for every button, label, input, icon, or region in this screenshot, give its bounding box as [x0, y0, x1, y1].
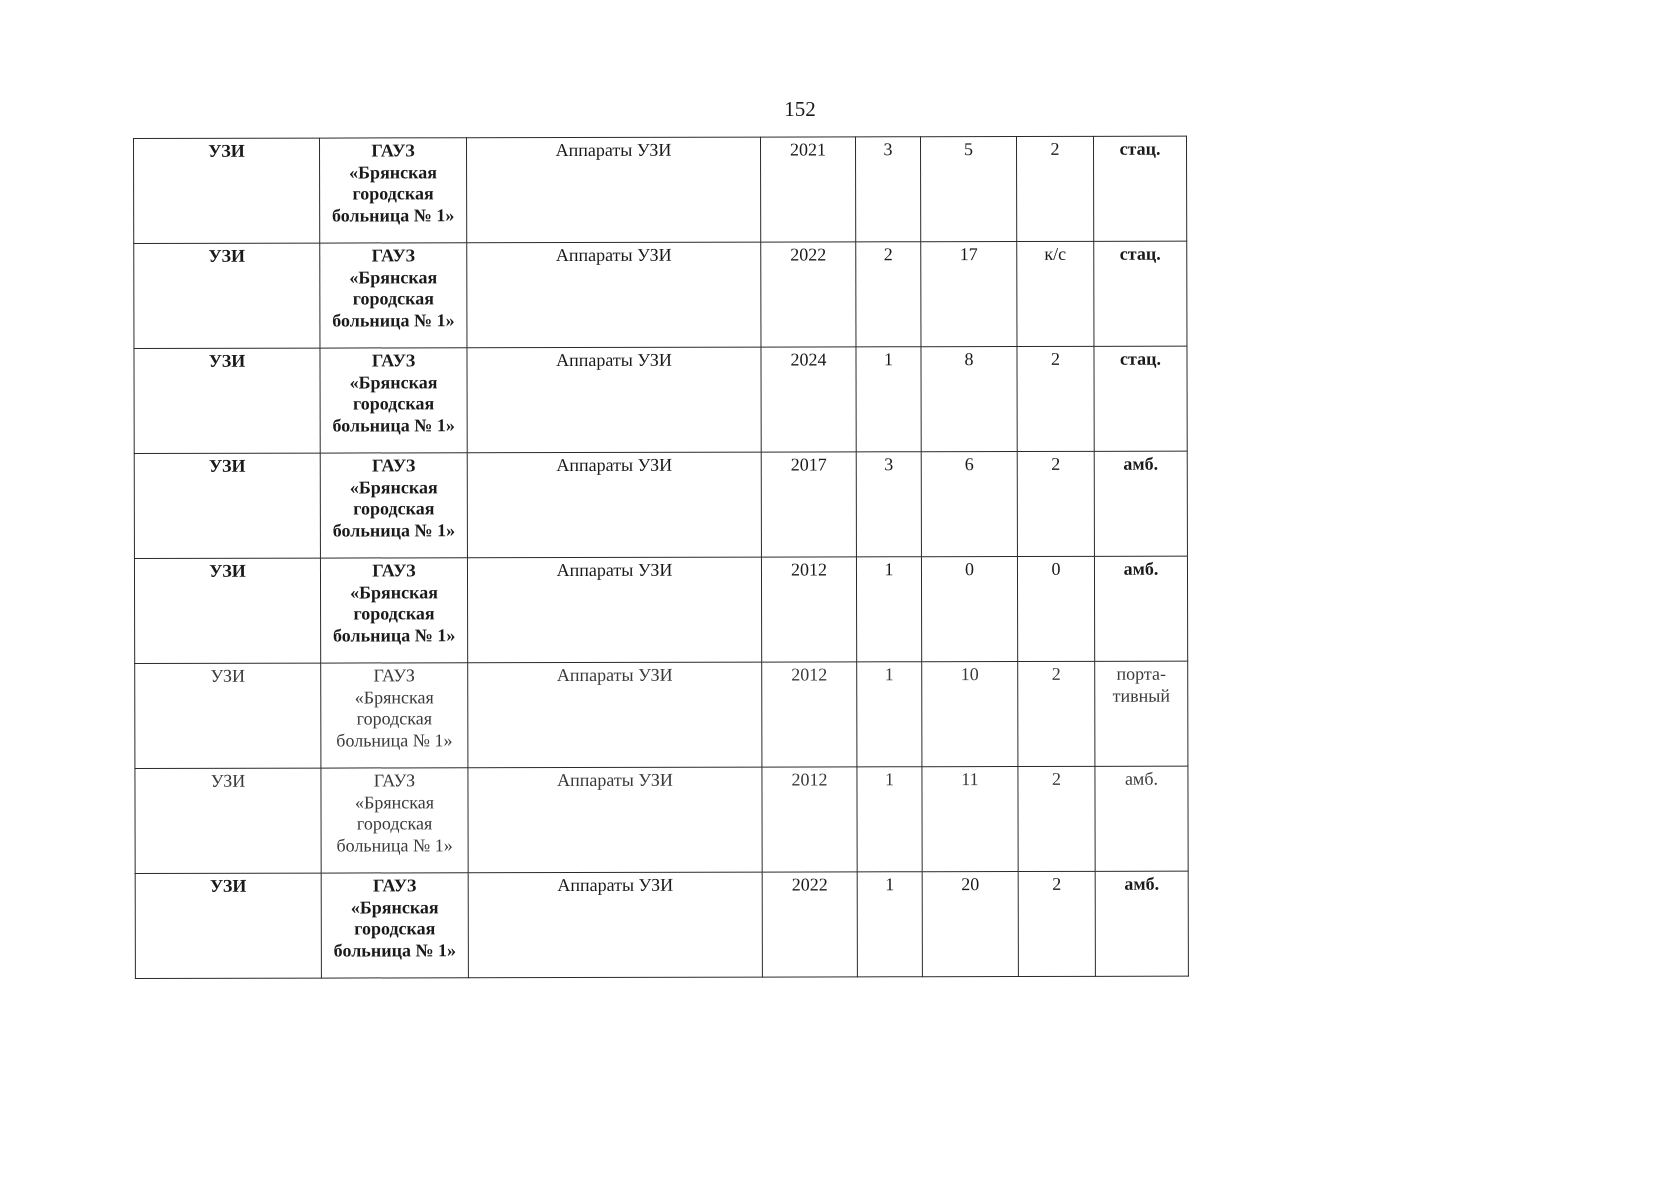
organization-line: городская — [352, 288, 434, 309]
organization-line: больница № 1» — [336, 729, 453, 751]
service-cell: УЗИ — [134, 558, 320, 663]
organization-line: «Брянская — [354, 791, 435, 812]
type-line: стац. — [1119, 243, 1161, 264]
organization-line: ГАУЗ — [371, 140, 415, 161]
table-row — [134, 346, 1187, 453]
column-7-cell: 0 — [1017, 556, 1094, 661]
type-line: амб. — [1124, 768, 1158, 789]
column-5-cell: 1 — [857, 872, 922, 977]
organization-line: ГАУЗ — [371, 245, 415, 266]
organization-line: «Брянская — [349, 161, 438, 183]
column-5-cell: 1 — [856, 347, 921, 452]
organization-line: ГАУЗ — [373, 770, 416, 791]
equipment-cell: Аппараты УЗИ — [467, 137, 761, 243]
organization-line: «Брянская — [349, 371, 438, 393]
type-cell — [1093, 136, 1186, 241]
year-cell: 2022 — [762, 872, 857, 977]
organization-line: больница № 1» — [332, 309, 455, 331]
organization-cell — [320, 243, 467, 348]
column-6-cell: 5 — [920, 136, 1016, 241]
column-6-cell: 6 — [921, 451, 1017, 556]
table-row — [135, 766, 1188, 873]
column-5-cell: 3 — [855, 137, 920, 242]
type-line: тивный — [1112, 685, 1170, 706]
service-cell: УЗИ — [134, 348, 320, 453]
type-line: амб. — [1123, 453, 1159, 474]
equipment-cell: Аппараты УЗИ — [468, 662, 762, 768]
type-line: стац. — [1120, 348, 1161, 369]
table-row — [134, 136, 1187, 243]
table-row — [134, 556, 1187, 663]
organization-cell — [320, 558, 467, 663]
organization-line: ГАУЗ — [373, 665, 415, 686]
organization-cell — [320, 138, 467, 243]
service-cell: УЗИ — [135, 663, 321, 768]
type-line: амб. — [1123, 558, 1159, 579]
organization-line: «Брянская — [350, 581, 438, 603]
equipment-cell: Аппараты УЗИ — [467, 242, 761, 348]
organization-line: ГАУЗ — [372, 875, 417, 896]
organization-line: городская — [352, 183, 434, 204]
organization-line: «Брянская — [354, 686, 434, 707]
type-cell — [1094, 346, 1187, 451]
table-row — [134, 241, 1187, 348]
organization-line: больница № 1» — [333, 939, 457, 961]
column-5-cell: 2 — [856, 242, 921, 347]
organization-line: городская — [354, 918, 436, 939]
organization-line: больница № 1» — [332, 519, 456, 541]
organization-line: ГАУЗ — [372, 455, 416, 476]
table-row — [134, 451, 1187, 558]
type-cell — [1095, 661, 1188, 766]
organization-line: больница № 1» — [332, 414, 455, 436]
equipment-cell: Аппараты УЗИ — [467, 347, 761, 453]
year-cell: 2017 — [761, 452, 856, 557]
organization-cell — [321, 873, 468, 978]
type-cell — [1094, 556, 1187, 661]
organization-line: больница № 1» — [331, 204, 455, 226]
organization-cell — [321, 663, 468, 768]
equipment-cell: Аппараты УЗИ — [467, 557, 761, 663]
equipment-table — [133, 136, 1189, 979]
type-cell — [1094, 451, 1187, 556]
column-5-cell: 1 — [857, 767, 922, 872]
service-cell: УЗИ — [134, 243, 320, 348]
organization-cell — [321, 768, 468, 873]
column-7-cell: 2 — [1018, 766, 1095, 871]
type-line: порта- — [1116, 663, 1166, 684]
column-5-cell: 3 — [856, 452, 921, 557]
type-line: стац. — [1119, 138, 1161, 159]
type-cell — [1094, 241, 1187, 346]
type-line: амб. — [1124, 873, 1160, 894]
column-6-cell: 11 — [922, 766, 1018, 871]
table-row — [135, 661, 1188, 768]
page-number: 152 — [784, 97, 816, 121]
column-7-cell: 2 — [1017, 346, 1094, 451]
organization-line: городская — [353, 498, 435, 519]
column-7-cell: 2 — [1017, 451, 1094, 556]
column-6-cell: 0 — [921, 556, 1017, 661]
column-7-cell: к/с — [1017, 241, 1094, 346]
column-5-cell: 1 — [856, 557, 921, 662]
year-cell: 2022 — [761, 242, 856, 347]
column-6-cell: 8 — [921, 346, 1017, 451]
organization-line: городская — [356, 813, 433, 834]
column-7-cell: 2 — [1018, 661, 1095, 766]
service-cell: УЗИ — [135, 768, 321, 873]
organization-line: городская — [356, 708, 432, 729]
organization-line: больница № 1» — [336, 834, 453, 856]
service-cell: УЗИ — [134, 138, 320, 243]
column-6-cell: 17 — [921, 241, 1017, 346]
organization-line: «Брянская — [349, 476, 438, 498]
organization-line: городская — [353, 393, 435, 414]
year-cell: 2021 — [760, 137, 855, 242]
equipment-cell: Аппараты УЗИ — [467, 452, 761, 558]
organization-cell — [320, 453, 467, 558]
organization-cell — [320, 348, 467, 453]
service-cell: УЗИ — [134, 453, 320, 558]
organization-line: «Брянская — [349, 266, 438, 288]
type-cell — [1095, 871, 1188, 976]
year-cell: 2012 — [762, 662, 857, 767]
organization-line: городская — [353, 603, 435, 624]
table-row — [135, 871, 1188, 978]
year-cell: 2012 — [761, 557, 856, 662]
equipment-cell: Аппараты УЗИ — [468, 872, 762, 978]
organization-line: ГАУЗ — [372, 560, 416, 581]
organization-line: «Брянская — [350, 896, 439, 918]
year-cell: 2012 — [762, 767, 857, 872]
organization-line: больница № 1» — [332, 624, 456, 646]
column-7-cell: 2 — [1018, 871, 1095, 976]
table-body — [134, 136, 1189, 978]
service-cell: УЗИ — [135, 873, 321, 978]
column-6-cell: 10 — [922, 661, 1018, 766]
column-5-cell: 1 — [857, 662, 922, 767]
year-cell: 2024 — [761, 347, 856, 452]
type-cell — [1095, 766, 1188, 871]
column-7-cell: 2 — [1016, 136, 1093, 241]
organization-line: ГАУЗ — [371, 350, 416, 371]
column-6-cell: 20 — [922, 871, 1018, 976]
equipment-cell: Аппараты УЗИ — [468, 767, 762, 873]
